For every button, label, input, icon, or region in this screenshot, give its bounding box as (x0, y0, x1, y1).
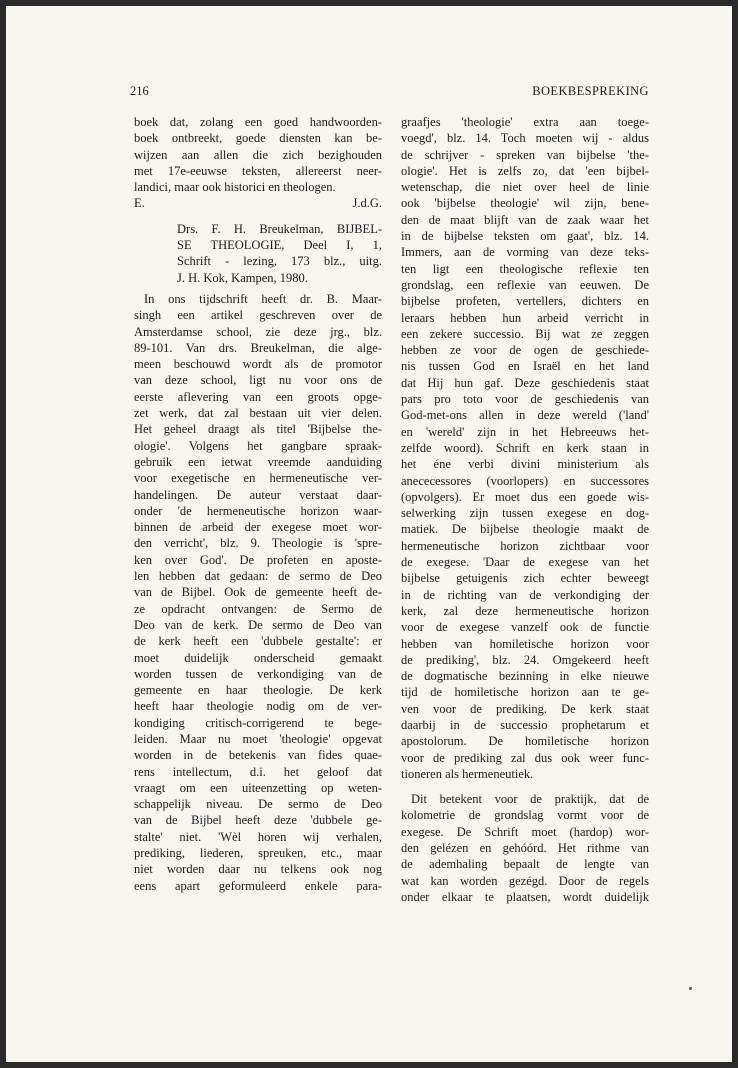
text-line: kondiging critisch-corrigerend te bege- (134, 715, 382, 730)
text-line: de schrijver - spreken van bijbelse 'the- (401, 147, 649, 162)
paragraph-review (134, 291, 382, 894)
text-line: apostolorum. De homiletische horizon (401, 734, 649, 749)
text-line: leiden. Maar nu moet 'theologie' opgevat (134, 731, 382, 746)
text-line: leraars hebben hun arbeid verricht in (401, 310, 649, 325)
text-line: moet duidelijk onderscheid gemaakt (134, 650, 382, 665)
text-line: in de bijbelse teksten om gaat', blz. 14. (401, 229, 649, 244)
text-line: ven voor de prediking. De kerk staat (401, 701, 649, 716)
text-line: In ons tijdschrift heeft dr. B. Maar- (144, 291, 382, 306)
paragraph-intro (134, 114, 382, 195)
text-line: den verricht', blz. 9. Theologie is 'spre- (134, 536, 382, 551)
text-line: hermeneutische horizon zichtbaar voor (401, 538, 649, 553)
text-line: Deo van de kerk. De sermo de Deo van (134, 617, 382, 632)
text-line: selwerking zijn tussen exegese en dog- (401, 506, 649, 521)
scan-speck (689, 987, 692, 990)
text-line: niet worden daar nu telkens ook nog (134, 862, 382, 877)
text-line: pars pro toto voor de geschiedenis van (401, 392, 649, 407)
text-line: gebruik een ietwat vreemde aanduiding (134, 454, 382, 469)
text-line: de kerk heeft een 'dubbele gestalte': er (134, 634, 382, 649)
text-line: van de Bijbel. Ook de gemeente heeft de- (134, 585, 382, 600)
page-number: 216 (130, 84, 149, 98)
text-line: schappelijk niveau. De sermo de Deo (134, 797, 382, 812)
text-line: voor de prediking zal dus ook weer func- (401, 750, 649, 765)
text-line: hebben ze voor de ogen de geschiede- (401, 343, 649, 358)
text-line: de ademhaling bepaalt de lengte van (401, 857, 649, 872)
text-line: Immers, aan de vorming van deze teks- (401, 245, 649, 260)
text-line: de prediking', blz. 24. Omgekeerd heeft (401, 652, 649, 667)
text-line: graafjes 'theologie' extra aan toege- (401, 115, 649, 129)
paragraph-continued (401, 114, 649, 782)
text-line: daarbij in de successio prophetarum et (401, 717, 649, 732)
text-line: kerk, zal deze hermeneutische horizon (401, 603, 649, 618)
text-line: ten ligt een theologische reflexie ten (401, 261, 649, 276)
text-line: binnen de arbeid der exegese moet wor- (134, 520, 382, 535)
paragraph-practice (401, 791, 649, 905)
text-line: J. H. Kok, Kampen, 1980. (177, 270, 308, 285)
text-line: ologie'. Volgens het gangbare spraak- (134, 438, 382, 453)
text-line: het éne verbi divini ministerium als (401, 457, 649, 472)
text-line: Amsterdamse school, zie deze jrg., blz. (134, 324, 382, 339)
text-line: voor exegetische en hermeneutische ver- (134, 471, 382, 486)
text-line: boek dat, zolang een goed handwoorden- (134, 115, 382, 129)
text-line: Drs. F. H. Breukelman, BIJBEL- (177, 221, 382, 236)
text-line: voegd', blz. 14. Toch moeten wij - aldus (401, 131, 649, 146)
text-line: den de maat blijft van de zaak waar het (401, 212, 649, 227)
text-line: eerste aflevering van een groots opge- (134, 389, 382, 404)
text-line: wetenschap, die niet over heel de linie (401, 180, 649, 195)
text-line: bijbelse getuigenis zich echter beweegt (401, 571, 649, 586)
text-line: van deze school, ligt nu voor ons de (134, 373, 382, 388)
text-line: grondslag, een reflexie van eeuwen. De (401, 277, 649, 292)
signoff-author: J.d.G. (352, 196, 382, 211)
text-line: kolometrie de grondslag vormt voor de (401, 808, 649, 823)
text-line: voor de exegese vanzelf ook de functie (401, 620, 649, 635)
text-line: onder elkaar te plaatsen, wordt duidelijk (401, 889, 649, 904)
text-line: van de Bijbel heeft deze 'dubbele ge- (134, 813, 382, 828)
text-line: worden in de betekenis van fides quae- (134, 748, 382, 763)
book-reference (134, 221, 382, 286)
text-line: matiek. De bijbelse theologie maakt de (401, 522, 649, 537)
section-title: BOEKBESPREKING (532, 84, 649, 98)
text-line: ze opdracht ontvangen: de Sermo de (134, 601, 382, 616)
text-line: prediking, liederen, spreuken, etc., maar (134, 846, 382, 861)
text-line: SE THEOLOGIE, Deel I, 1, (177, 238, 382, 253)
text-line: de dogmatische bezinning in elke nieuwe (401, 669, 649, 684)
text-line: de exegese. 'Daar de exegese van het (401, 555, 649, 570)
text-line: zelfde woord). Schrift en kerk staan in (401, 440, 649, 455)
signoff-line (134, 195, 382, 211)
text-line: bijbelse profeten, vertellers, dichters en (401, 294, 649, 309)
text-line: exegese. De Schrift moet (hardop) wor- (401, 824, 649, 839)
text-line: nis tussen God en Israël en het land (401, 359, 649, 374)
text-line: onder 'de hermeneutische horizon waar- (134, 503, 382, 518)
text-line: zet werk, dat zal bestaan uit vier delen. (134, 406, 382, 421)
text-line: een zekere successio. Bij wat ze zeggen (401, 326, 649, 341)
text-line: handelingen. De auteur verstaat daar- (134, 487, 382, 502)
text-line: singh een artikel geschreven over de (134, 308, 382, 323)
text-line: den gelézen en gehóórd. Het rithme van (401, 841, 649, 856)
text-line: in de richting van de verkondiging der (401, 587, 649, 602)
text-line: Het geheel draagt als titel 'Bijbelse the- (134, 422, 382, 437)
text-line: met 17e-eeuwse teksten, allereerst neer- (134, 163, 382, 178)
text-line: meen beschouwd wordt als de promotor (134, 357, 382, 372)
text-line: wat kan worden gezégd. Door de regels (401, 873, 649, 888)
text-line: hebben van homiletische horizon voor (401, 636, 649, 651)
text-line: gemeente en haar theologie. De kerk (134, 683, 382, 698)
text-line: tioneren als hermeneutiek. (401, 766, 534, 781)
text-line: tijd de homiletische horizon aan te ge- (401, 685, 649, 700)
text-line: ook 'bijbelse theologie' wil zijn, bene- (401, 196, 649, 211)
text-line: heeft haar theologie nodig om de ver- (134, 699, 382, 714)
text-line: en 'wereld' zijn in het Hebreeuws het- (401, 424, 649, 439)
text-line: stalte' niet. 'Wèl horen wij verhalen, (134, 829, 382, 844)
text-line: dat Hij hun gaf. Deze geschiedenis staat (401, 375, 649, 390)
text-line: ken over God'. De profeten en aposte- (134, 552, 382, 567)
text-line: (opvolgers). Er moet dus een goede wis- (401, 489, 649, 504)
text-line: ologie'. Het is zelfs zo, dat 'een bijbel- (401, 163, 649, 178)
text-line: vraagt om een uiteenzetting op weten- (134, 780, 382, 795)
right-column (401, 114, 649, 905)
text-line: worden tussen de verkondiging van de (134, 666, 382, 681)
text-line: rens intellectum, d.i. het geloof dat (134, 764, 382, 779)
text-line: boek ontbreekt, goede diensten kan be- (134, 131, 382, 146)
text-line: landici, maar ook historici en theologen. (134, 180, 336, 195)
left-column (134, 114, 382, 894)
text-line: God-met-ons allen in deze wereld ('land' (401, 408, 649, 423)
text-line: len hebben dat gedaan: de sermo de Deo (134, 569, 382, 584)
text-line: Dit betekent voor de praktijk, dat de (411, 792, 649, 807)
text-line: wijzen aan allen die zich bezighouden (134, 147, 382, 162)
text-line: Schrift - lezing, 173 blz., uitg. (177, 254, 382, 269)
text-line: eens apart geformuleerd enkele para- (134, 878, 382, 893)
document-page (6, 6, 732, 1062)
text-line: anececessores (voorlopers) en successores (401, 473, 649, 488)
text-line: 89-101. Van drs. Breukelman, die alge- (134, 340, 382, 355)
signoff-initial: E. (134, 196, 145, 211)
